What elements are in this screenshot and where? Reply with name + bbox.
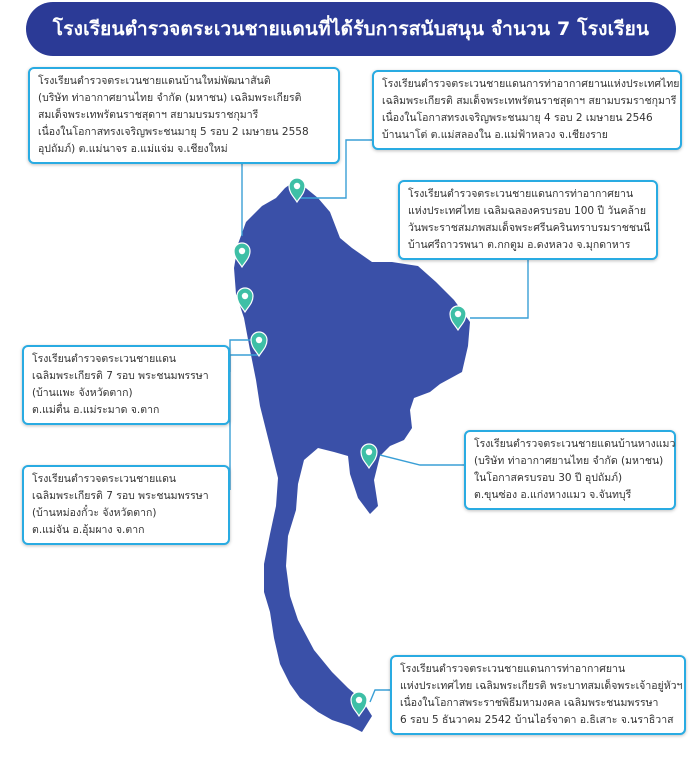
school-card-line: โรงเรียนตำรวจตระเวนชายแดนบ้านหางแมว [474, 438, 676, 450]
school-card-line: (บริษัท ท่าอากาศยานไทย จำกัด (มหาชน) [474, 455, 664, 467]
school-card-chanthaburi [464, 430, 676, 510]
school-card-line: เฉลิมพระเกียรติ 7 รอบ พระชนมพรรษา [32, 370, 209, 382]
school-card-line: ต.ขุนซ่อง อ.แก่งหางแมว จ.จันทบุรี [474, 489, 632, 501]
school-card-line: เนื่องในโอกาสพระราชพิธีมหามงคล เฉลิมพระชนมพรรษา [400, 697, 659, 709]
school-card-narathiwat [390, 655, 686, 735]
school-card-line: โรงเรียนตำรวจตระเวนชายแดนการท่าอากาศยานแห่งประเทศไทย [382, 78, 680, 90]
school-card-chiang-mai [28, 67, 340, 164]
connector-line [380, 455, 464, 465]
connector-line [470, 260, 528, 318]
school-card-line: อุปถัมภ์) ต.แม่นาจร อ.แม่แจ่ม จ.เชียงใหม่ [38, 143, 228, 155]
school-card-line: บ้านศรีถาวรพนา ต.กกตูม อ.ดงหลวง จ.มุกดาหาร [408, 239, 631, 251]
connector-line [230, 355, 258, 490]
school-card-line: 6 รอบ 5 ธันวาคม 2542 บ้านไอร์จาดา อ.ธิเสาะ จ.นราธิวาส [400, 714, 674, 726]
page-title [26, 2, 676, 56]
school-card-chiang-rai [372, 70, 682, 150]
school-card-line: เฉลิมพระเกียรติ 7 รอบ พระชนมพรรษา [32, 490, 209, 502]
school-card-line: ต.แม่ตื่น อ.แม่ระมาด จ.ตาก [32, 404, 160, 416]
school-card-line: โรงเรียนตำรวจตระเวนชายแดนการท่าอากาศยาน [408, 188, 634, 200]
school-card-line: ต.แม่จัน อ.อุ้มผาง จ.ตาก [32, 524, 145, 536]
school-card-line: โรงเรียนตำรวจตระเวนชายแดน [32, 473, 177, 485]
school-card-line: โรงเรียนตำรวจตระเวนชายแดนบ้านใหม่พัฒนาสันติ [38, 75, 271, 87]
school-card-line: ในโอกาสครบรอบ 30 ปี อุปถัมภ์) [474, 472, 623, 484]
school-card-tak-ban-mong-kua [22, 465, 230, 545]
school-card-line: เนื่องในโอกาสทรงเจริญพระชนมายุ 5 รอบ 2 เมษายน 2558 [38, 126, 309, 138]
school-card-line: (บ้านแพะ จังหวัดตาก) [32, 387, 133, 399]
page-title-text: โรงเรียนตำรวจตระเวนชายแดนที่ได้รับการสนับสนุน จำนวน 7 โรงเรียน [52, 18, 650, 40]
school-card-tak-ban-phae [22, 345, 230, 425]
school-card-line: โรงเรียนตำรวจตระเวนชายแดน [32, 353, 177, 365]
school-card-line: แห่งประเทศไทย เฉลิมพระเกียรติ พระบาทสมเด็จพระเจ้าอยู่หัวฯ [400, 680, 683, 692]
school-card-line: (บ้านหม่องกั๋วะ จังหวัดตาก) [32, 507, 157, 519]
school-card-line: โรงเรียนตำรวจตระเวนชายแดนการท่าอากาศยาน [400, 663, 626, 675]
school-card-line: สมเด็จพระเทพรัตนราชสุดาฯ สยามบรมราชกุมารี [38, 109, 259, 121]
school-card-mukdahan [398, 180, 658, 260]
connector-line [370, 690, 390, 702]
school-card-line: เนื่องในโอกาสทรงเจริญพระชนมายุ 4 รอบ 2 เมษายน 2546 [382, 112, 653, 124]
school-card-line: วันพระราชสมภพสมเด็จพระศรีนครินทราบรมราชชนนี [408, 222, 651, 234]
school-card-line: (บริษัท ท่าอากาศยานไทย จำกัด (มหาชน) เฉลิมพระเกียรติ [38, 92, 302, 104]
school-card-line: บ้านนาโต่ ต.แม่สลองใน อ.แม่ฟ้าหลวง จ.เชียงราย [382, 129, 608, 141]
school-card-line: แห่งประเทศไทย เฉลิมฉลองครบรอบ 100 ปี วันคล้าย [408, 205, 646, 217]
school-card-line: เฉลิมพระเกียรติ สมเด็จพระเทพรัตนราชสุดาฯ สยามบรมราชกุมารี [382, 95, 677, 107]
thailand-country-shape [234, 180, 470, 732]
